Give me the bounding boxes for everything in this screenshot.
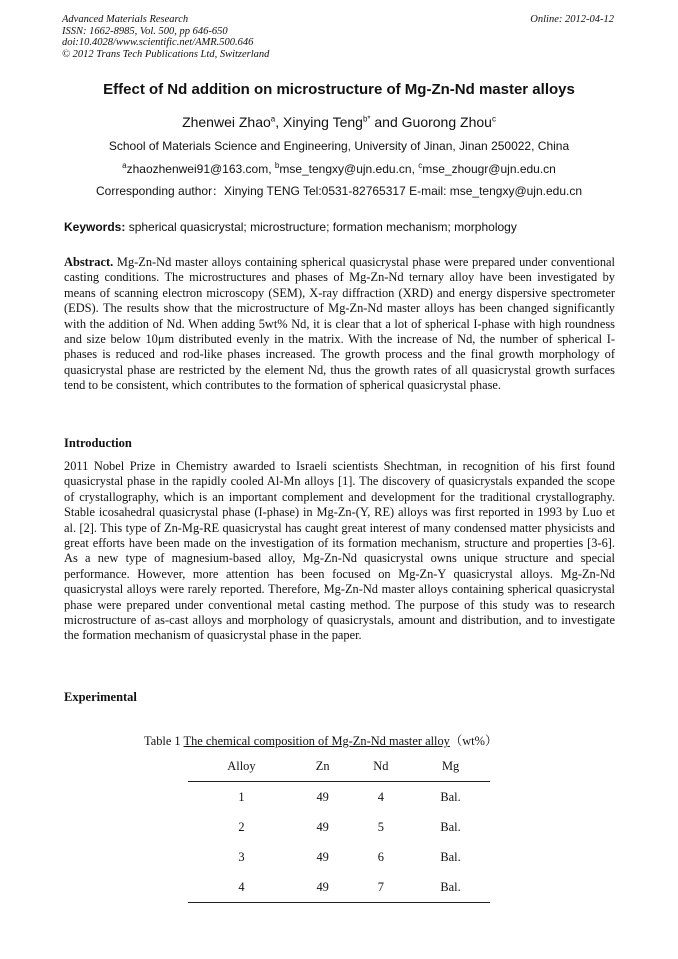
table-cell: 3	[238, 849, 245, 864]
table-header-row	[188, 751, 490, 782]
column-header: Nd	[351, 751, 412, 782]
table-cell: Bal.	[440, 849, 461, 864]
abstract-label: Abstract.	[64, 255, 114, 269]
table-cell: 7	[351, 872, 412, 903]
paper-title: Effect of Nd addition on microstructure of Mg-Zn-Nd master alloys	[103, 81, 575, 98]
composition-table	[188, 751, 490, 903]
experimental-heading: Experimental	[64, 690, 137, 704]
keywords-text: spherical quasicrystal; microstructure; formation mechanism; morphology	[125, 220, 517, 234]
email-link[interactable]: mse_zhougr@ujn.edu.cn	[422, 162, 556, 176]
table-cell: 5	[377, 819, 384, 834]
author-separator: and	[370, 114, 402, 130]
doi: doi:10.4028/www.scientific.net/AMR.500.646	[62, 37, 254, 48]
introduction-heading: Introduction	[64, 436, 132, 450]
issn: ISSN: 1662-8985, Vol. 500, pp 646-650	[62, 25, 228, 37]
author-superscript: a	[270, 114, 276, 124]
author-name: Xinying Teng	[283, 114, 363, 130]
author-list	[0, 114, 678, 130]
table-caption-text: The chemical composition of Mg-Zn-Nd master alloy	[183, 734, 450, 748]
email-superscript: b	[274, 161, 280, 170]
email-list	[0, 162, 678, 176]
table-cell: 49	[316, 789, 329, 804]
email-superscript: a	[122, 161, 127, 170]
table-cell: 49	[316, 849, 329, 864]
table-cell: 49	[316, 819, 329, 834]
email-link[interactable]: mse_tengxy@ujn.edu.cn,	[279, 162, 419, 176]
author-name: Zhenwei Zhao	[182, 114, 271, 130]
table-row	[188, 812, 490, 842]
table-cell: 6	[377, 849, 384, 864]
column-header: Mg	[411, 751, 490, 782]
table-cell: 2	[238, 819, 245, 834]
table-cell: Bal.	[440, 789, 461, 804]
table-caption	[144, 731, 497, 749]
abstract-text: Mg-Zn-Nd master alloys containing spherical quasicrystal phase were prepared under conventional casting conditions. The microstructures and phases of Mg-Zn-Nd ternary alloy have been investigated by means of scanning electron microscopy (SEM), X-ray diffraction (XRD) and energy dispersive spectrometer (EDS). The results show that the microstructure of Mg-Zn-Nd master alloys has been changed significantly with the addition of Nd. When adding 5wt% Nd, it is clear that a lot of spherical I-phase with high roundness and size below 10μm distributed evenly in the matrix. With the increase of Nd, the number of spherical I-phases is reduced and rod-like phases increased. The growth process and the final growth morphology of quasicrystal phase are restricted by the element Nd, thus the growth rates of all quasicrystal growth surfaces tend to be consistent, which contributes to the formation of spherical quasicrystal phase.	[64, 255, 615, 393]
column-header: Zn	[295, 751, 351, 782]
copyright: © 2012 Trans Tech Publications Ltd, Switzerland	[62, 48, 270, 60]
table-caption-prefix: Table 1	[144, 734, 184, 748]
table-cell: 49	[295, 872, 351, 903]
email-link[interactable]: zhaozhenwei91@163.com,	[126, 162, 275, 176]
journal-header	[62, 14, 269, 60]
abstract	[64, 255, 615, 394]
table-cell: 1	[238, 789, 245, 804]
online-date: Online: 2012-04-12	[530, 14, 614, 25]
keywords-label: Keywords:	[64, 220, 126, 234]
corresponding-author: Corresponding author：Xinying TENG Tel:0531-82765317 E-mail: mse_tengxy@ujn.edu.cn	[95, 184, 583, 198]
table-cell: Bal.	[411, 872, 490, 903]
author-superscript: c	[491, 114, 496, 124]
author-superscript: b*	[362, 114, 371, 124]
table-cell: Bal.	[440, 819, 461, 834]
keywords	[64, 220, 517, 234]
introduction-text: 2011 Nobel Prize in Chemistry awarded to Israeli scientists Shechtman, in recognition of his first found quasicrystal phase in the rapidly cooled Al-Mn alloys [1]. The discovery of quasicrystals expanded the scope of crystallography, which is an important complement and development for the traditional crystallography. Stable icosahedral quasicrystal phase (I-phase) in Mg-Zn-(Y, RE) alloys was first reported in 1993 by Luo et al. [2]. This type of Zn-Mg-RE quasicrystal has caught great interest of many condensed matter physicists and great efforts have been made on the investigation of its formation mechanism, structure and properties [3-6]. As a new type of magnesium-based alloy, Mg-Zn-Nd quasicrystal owns unique structure and special performance. However, more attention has been focused on Mg-Zn-Y quasicrystal alloys. Mg-Zn-Nd quasicrystal alloys were rarely reported. Therefore, Mg-Zn-Nd master alloys containing spherical quasicrystal phase were prepared under conventional metal casting method. The purpose of this study was to research microstructure of as-cast alloys and morphology of quasicrystals, amount and distribution, and to investigate the formation mechanism of quasicrystal phase in the paper.	[64, 459, 615, 643]
table-row	[188, 872, 490, 903]
affiliation: School of Materials Science and Engineering, University of Jinan, Jinan 250022, China	[108, 139, 570, 153]
table-row	[188, 782, 490, 813]
email-superscript: c	[418, 161, 423, 170]
journal-name: Advanced Materials Research	[62, 14, 189, 25]
column-header: Alloy	[188, 751, 295, 782]
author-name: Guorong Zhou	[401, 114, 492, 130]
table-caption-suffix: （wt%）	[449, 734, 498, 748]
table-cell: 4	[377, 789, 384, 804]
table-row	[188, 842, 490, 872]
author-separator: ,	[275, 114, 284, 130]
table-cell: 4	[188, 872, 295, 903]
